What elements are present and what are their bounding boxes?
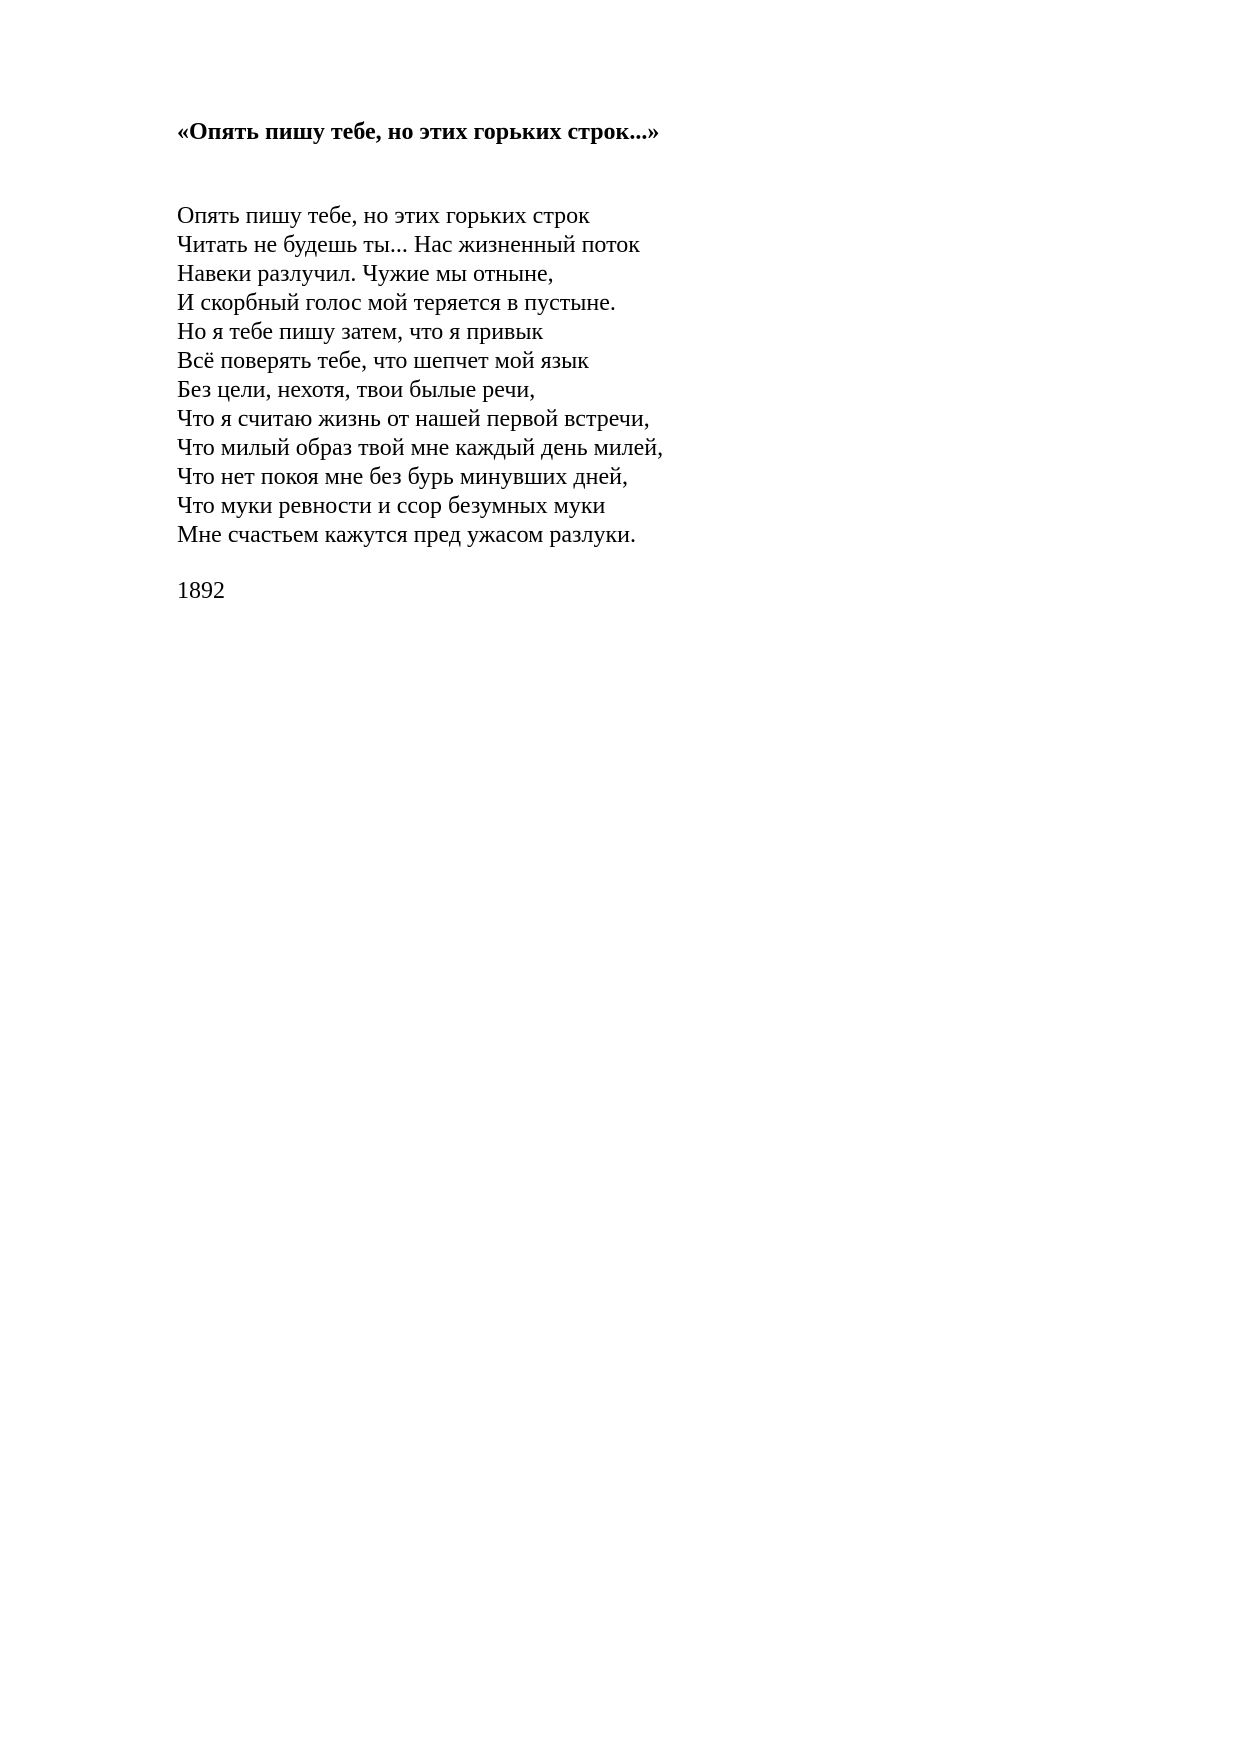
poem-line: Что милый образ твой мне каждый день милей, (177, 435, 664, 461)
poem-line: Мне счастьем кажутся пред ужасом разлуки. (177, 522, 636, 548)
poem-title: «Опять пишу тебе, но этих горьких строк...» (177, 119, 660, 145)
poem-line: Навеки разлучил. Чужие мы отныне, (177, 261, 554, 287)
poem-line: Что я считаю жизнь от нашей первой встречи, (177, 406, 650, 432)
poem-line: И скорбный голос мой теряется в пустыне. (177, 290, 616, 316)
poem-line: Опять пишу тебе, но этих горьких строк (177, 203, 590, 229)
poem-line: Но я тебе пишу затем, что я привык (177, 319, 544, 345)
poem-line: Всё поверять тебе, что шепчет мой язык (177, 348, 589, 374)
poem-line: Без цели, нехотя, твои былые речи, (177, 377, 536, 403)
poem-line: Читать не будешь ты... Нас жизненный поток (177, 232, 640, 258)
poem-body (177, 202, 663, 550)
poem-line: Что муки ревности и ссор безумных муки (177, 493, 606, 519)
poem-year: 1892 (177, 578, 225, 604)
poem-line: Что нет покоя мне без бурь минувших дней, (177, 464, 628, 490)
